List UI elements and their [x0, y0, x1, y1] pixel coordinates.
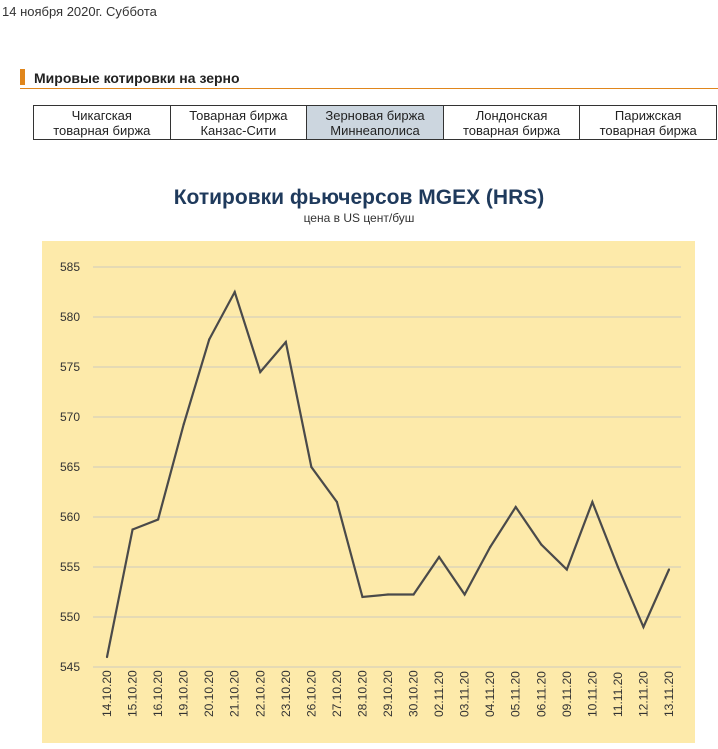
data-point	[412, 593, 414, 595]
x-tick-label: 28.10.20	[355, 670, 370, 717]
tab-label-line1: Товарная биржа	[189, 107, 288, 123]
x-tick-label: 05.11.20	[508, 671, 523, 717]
chart-subtitle: цена в US цент/буш	[303, 211, 415, 225]
x-tick-label: 11.11.20	[610, 672, 625, 717]
x-tick-label: 04.11.20	[483, 671, 498, 717]
current-date: 14 ноября 2020г. Суббота	[2, 4, 157, 19]
data-point	[489, 546, 491, 548]
data-point	[566, 568, 568, 570]
y-tick-label: 555	[59, 560, 80, 574]
data-point	[464, 593, 466, 595]
tab-label-line1: Зерновая биржа	[325, 107, 425, 123]
x-tick-label: 19.10.20	[176, 670, 191, 717]
x-tick-label: 09.11.20	[559, 671, 574, 717]
tab-label-line2: товарная биржа	[53, 122, 151, 138]
x-tick-label: 06.11.20	[534, 671, 549, 717]
x-tick-label: 16.10.20	[151, 670, 166, 717]
x-tick-label: 03.11.20	[457, 671, 472, 717]
tab-label-line1: Лондонская	[475, 107, 548, 123]
data-point	[387, 593, 389, 595]
data-point	[515, 506, 517, 508]
tab-label-line2: Миннеаполиса	[330, 122, 420, 138]
data-point	[183, 423, 185, 425]
x-tick-label: 15.10.20	[125, 670, 140, 717]
data-point	[234, 291, 236, 293]
section-title: Мировые котировки на зерно	[34, 70, 240, 86]
x-tick-label: 22.10.20	[253, 670, 268, 717]
data-point	[668, 568, 670, 570]
x-tick-label: 26.10.20	[304, 670, 319, 717]
chart-title: Котировки фьючерсов MGEX (HRS)	[173, 186, 545, 209]
plot-background	[42, 241, 695, 743]
data-point	[438, 556, 440, 558]
tab-label-line1: Чикагская	[71, 107, 132, 123]
data-point	[591, 501, 593, 503]
x-tick-label: 12.11.20	[636, 671, 651, 717]
y-tick-label: 545	[59, 660, 80, 674]
data-point	[617, 566, 619, 568]
data-point	[540, 543, 542, 545]
data-point	[157, 518, 159, 520]
y-tick-label: 570	[59, 410, 80, 424]
data-point	[259, 371, 261, 373]
x-tick-label: 23.10.20	[278, 670, 293, 717]
tab-label-line2: товарная биржа	[599, 122, 697, 138]
y-tick-label: 580	[59, 310, 80, 324]
x-tick-label: 14.10.20	[100, 670, 114, 717]
x-tick-label: 30.10.20	[406, 670, 421, 717]
x-tick-label: 13.11.20	[662, 671, 676, 717]
y-tick-label: 575	[59, 360, 80, 374]
data-point	[106, 656, 108, 658]
tab-label-line2: товарная биржа	[462, 122, 561, 138]
x-tick-label: 10.11.20	[585, 671, 600, 717]
tab-label-line2: Канзас-Сити	[200, 122, 277, 138]
x-tick-label: 02.11.20	[432, 671, 447, 717]
data-point	[208, 338, 210, 340]
y-tick-label: 585	[59, 260, 80, 274]
x-tick-label: 20.10.20	[202, 670, 217, 717]
data-point	[285, 341, 287, 343]
data-point	[336, 501, 338, 503]
data-point	[310, 466, 312, 468]
y-tick-label: 550	[59, 610, 80, 624]
data-point	[361, 596, 363, 598]
data-point	[131, 528, 133, 530]
tab-label-line1: Парижская	[614, 107, 682, 123]
x-tick-label: 29.10.20	[381, 670, 395, 717]
data-point	[642, 626, 644, 628]
x-tick-label: 21.10.20	[227, 670, 242, 717]
y-tick-label: 560	[59, 510, 80, 524]
x-tick-label: 27.10.20	[329, 670, 344, 717]
y-tick-label: 565	[59, 460, 80, 474]
